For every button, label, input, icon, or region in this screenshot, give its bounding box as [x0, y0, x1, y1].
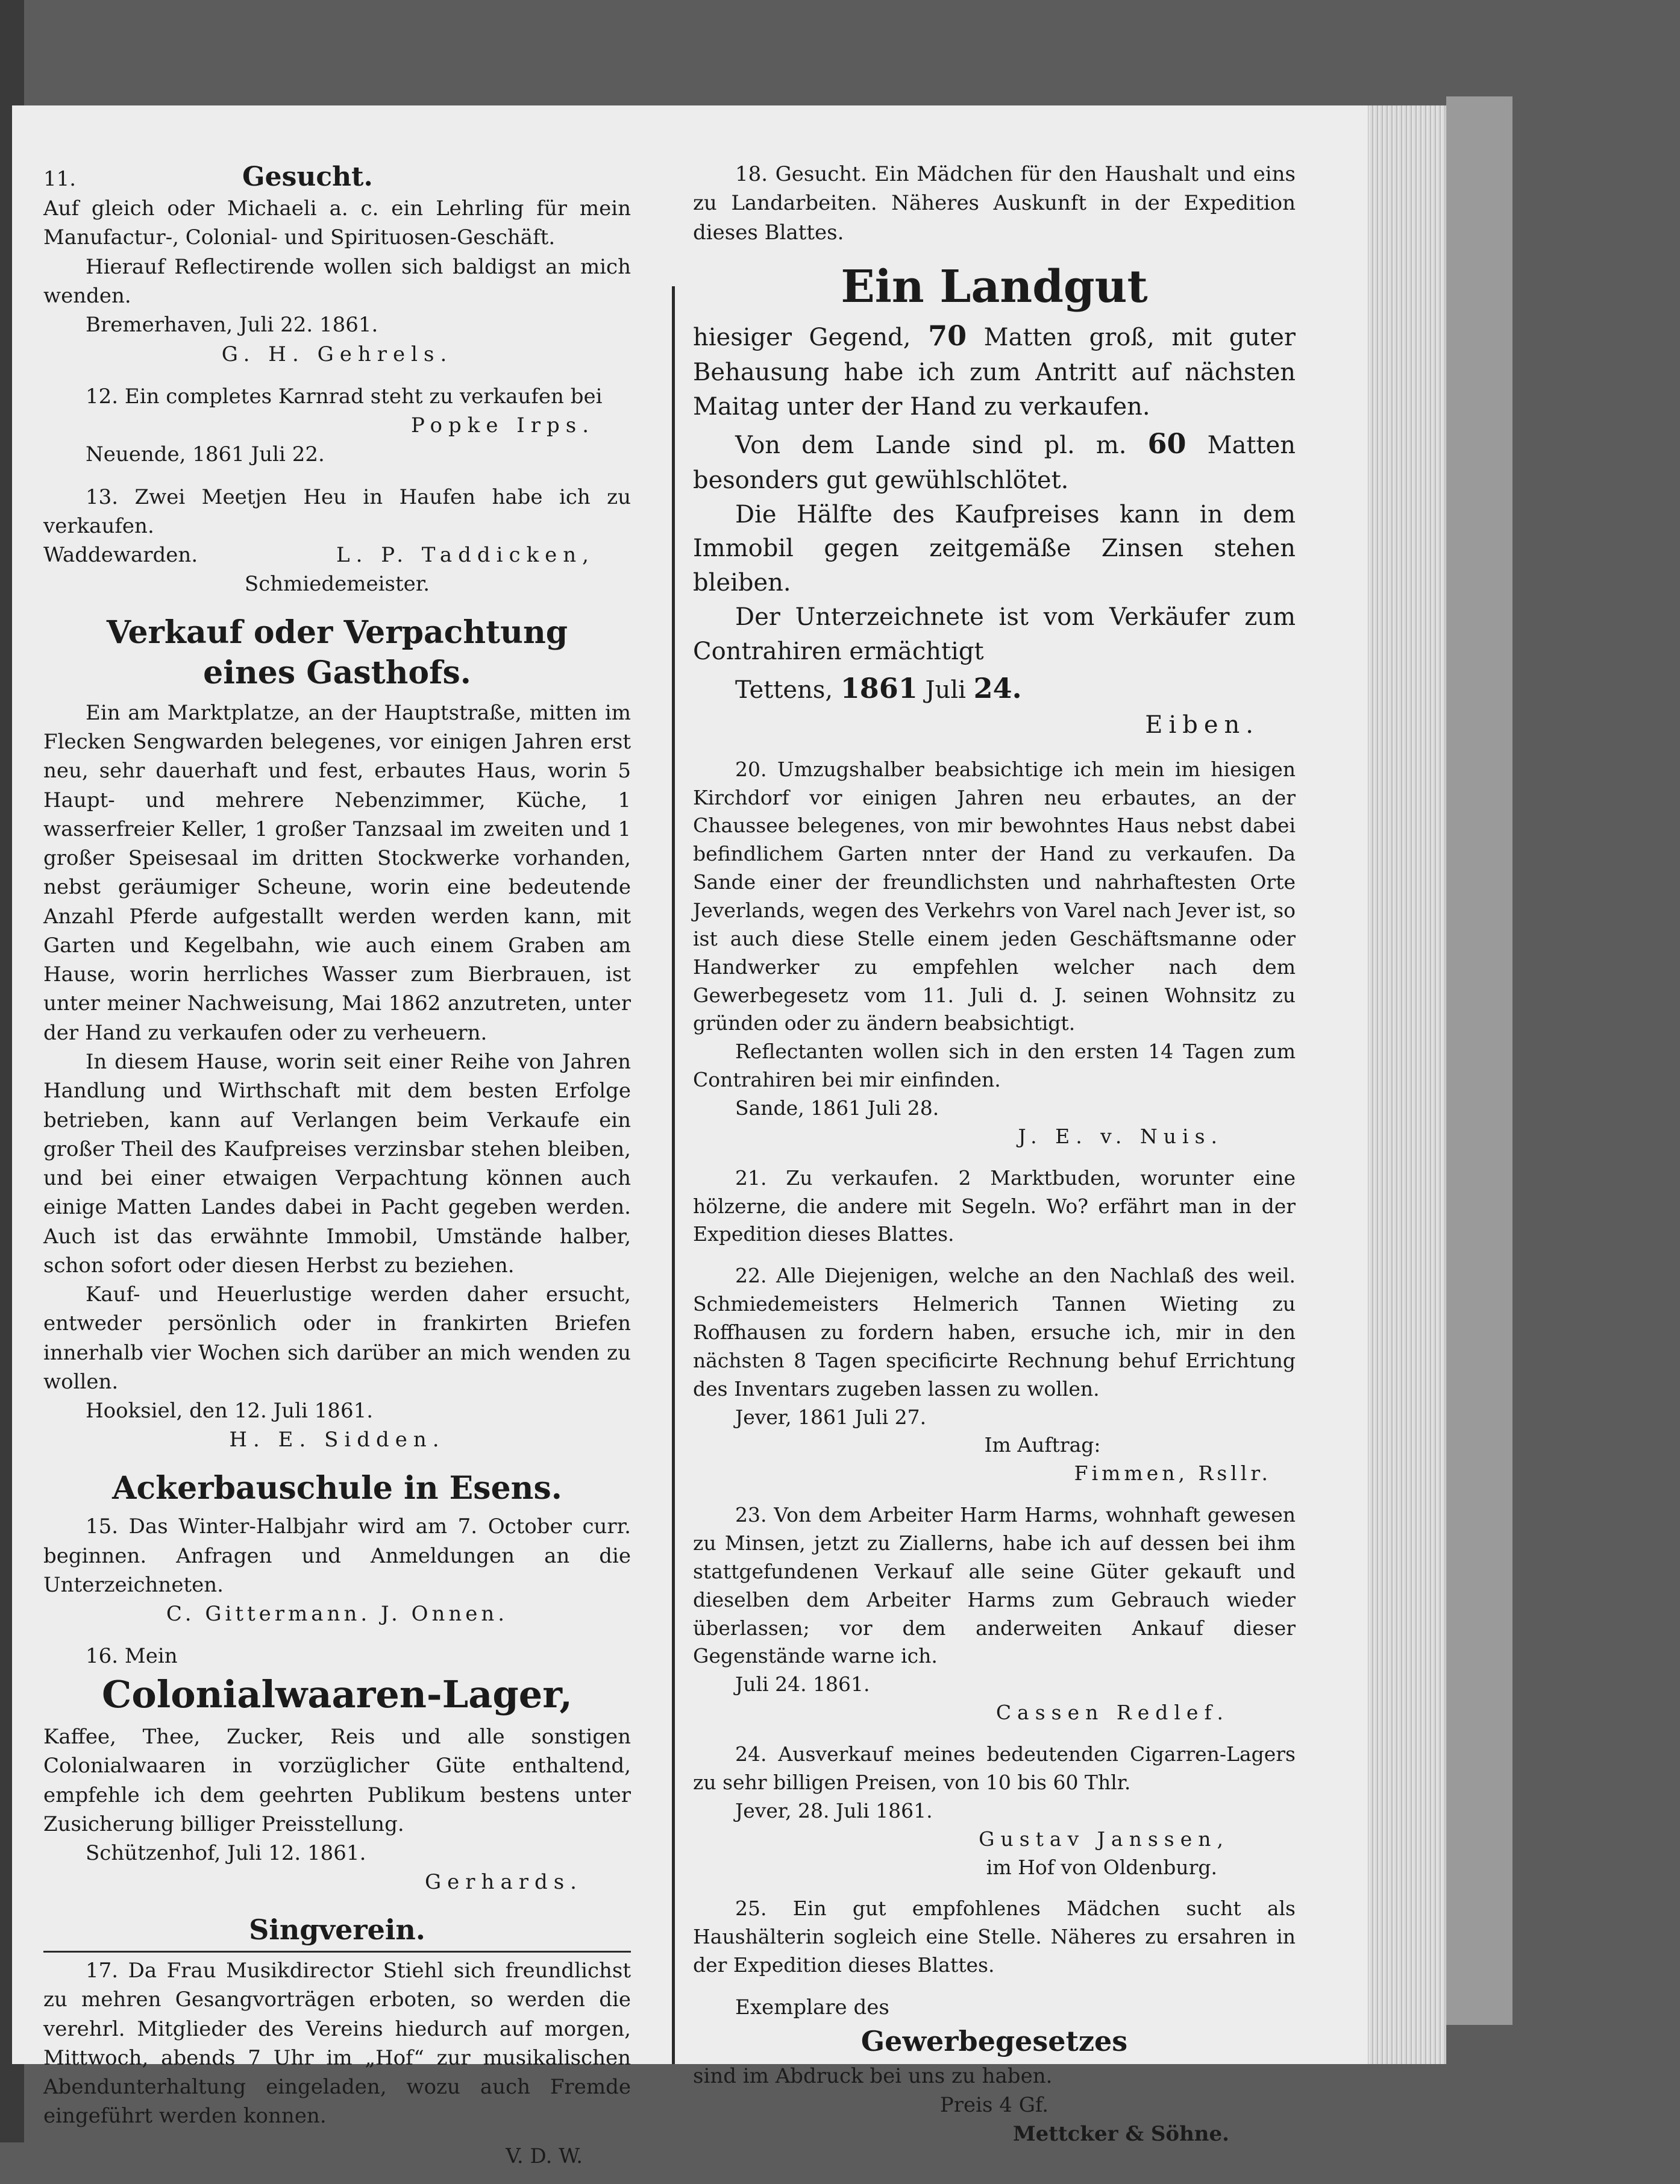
- ad-17: [43, 1910, 631, 2171]
- ad-signature: Fimmen, Rsllr.: [1074, 1461, 1271, 1486]
- ad-text: 12. Ein completes Karnrad steht zu verkaufen bei: [86, 384, 603, 409]
- ad-text: In diesem Hause, worin seit einer Reihe von Jahren Handlung und Wirthschaft mit dem besten Erfolge betrieben, kann auf Verlangen beim Verkaufe ein großer Theil des Kaufpreises verzinsbar stehen bleiben, und bei einer etwaigen Verpachtung können auch einige Matten Landes dabei in Pacht gegeben werden. Auch ist das erwähnte Immobil, Umstände halber, schon sofort oder diesen Herbst zu beziehen.: [43, 1050, 631, 1278]
- ad-place-date: Hooksiel, den 12. Juli 1861.: [86, 1399, 374, 1423]
- ad-signature: Gustav Janssen,: [979, 1827, 1229, 1851]
- ad-signature: C. Gittermann. J. Onnen.: [166, 1602, 509, 1627]
- ad-signature-address: im Hof von Oldenburg.: [986, 1855, 1217, 1879]
- ad-place-date: Jever, 28. Juli 1861.: [735, 1798, 933, 1822]
- ad-22: [693, 1262, 1296, 1488]
- book-cover-edge: [1446, 96, 1512, 2025]
- ad-place-date: Bremerhaven, Juli 22. 1861.: [86, 313, 378, 337]
- ad-price: Preis 4 Gf.: [939, 2092, 1049, 2117]
- divider: [43, 1951, 631, 1953]
- ad-signature: L. P. Taddicken,: [336, 543, 595, 568]
- ad-text: Die Hälfte des Kaufpreises kann in dem Immobil gegen zeitgemäße Zinsen stehen bleiben.: [693, 500, 1296, 597]
- ad-text: 22. Alle Diejenigen, welche an den Nachlaß des weil. Schmiedemeisters Helmerich Tannen Wieting zu Roffhausen zu fordern haben, ersuche ich, mir in den nächsten 8 Tagen specificirte Rechnung behuf Errichtung des Inventars zugeben lassen zu wollen.: [693, 1264, 1296, 1401]
- ad-subheading: eines Gasthofs.: [203, 654, 471, 692]
- ad-16: [43, 1642, 631, 1897]
- ad-heading: Singverein.: [249, 1913, 425, 1946]
- ad-text: Reflectanten wollen sich in den ersten 14 Tagen zum Contrahiren bei mir einfinden.: [693, 1040, 1296, 1092]
- ad-text-part: Von dem Lande sind pl. m.: [735, 431, 1127, 459]
- ad-heading: Ein Landgut: [841, 260, 1148, 313]
- ad-text-part: Juli: [925, 676, 966, 704]
- ad-text: Der Unterzeichnete ist vom Verkäufer zum Contrahiren ermächtigt: [693, 603, 1296, 665]
- ad-text: Kaffee, Thee, Zucker, Reis und alle sonstigen Colonialwaaren in vorzüglicher Güte enthaltend, empfehle ich dem geehrten Publikum bestens unter Zusicherung billiger Preisstellung.: [43, 1725, 631, 1836]
- ad-heading: Verkauf oder Verpachtung: [106, 613, 568, 651]
- ad-26: [693, 1993, 1296, 2148]
- ad-text: 21. Zu verkaufen. 2 Marktbuden, worunter eine hölzerne, die andere mit Segeln. Wo? erfährt man in der Expedition dieses Blattes.: [693, 1166, 1296, 1246]
- ad-text: 24. Ausverkauf meines bedeutenden Cigarren-Lagers zu sehr billigen Preisen, von 10 bis 60 Thlr.: [693, 1742, 1296, 1794]
- ad-signature: Popke Irps.: [411, 413, 595, 438]
- ad-19: [693, 260, 1296, 742]
- ad-23: [693, 1501, 1296, 1727]
- ad-place-date: Juli 24. 1861.: [735, 1672, 870, 1696]
- ad-text: Auf gleich oder Michaeli a. c. ein Lehrling für mein Manufactur-, Colonial- und Spirituosen-Geschäft.: [43, 196, 631, 250]
- ad-12: [43, 382, 631, 469]
- ad-signature-title: Schmiedemeister.: [244, 572, 430, 597]
- ad-signature: Mettcker & Söhne.: [1013, 2122, 1229, 2147]
- ad-day: 24.: [973, 671, 1022, 704]
- ad-15: [43, 1468, 631, 1629]
- ad-text: 23. Von dem Arbeiter Harm Harms, wohnhaft gewesen zu Minsen, jetzt zu Ziallerns, habe ich auf dessen bei ihm stattgefundenen Verkauf alle seine Güter gekauft und dieselben dem Arbeiter Harms zum Gebrauch wieder überlassen; vor dem anderweiten Ankauf dieser Gegenstände warne ich.: [693, 1503, 1296, 1668]
- ad-text-part: Tettens,: [735, 676, 833, 704]
- ad-signature: H. E. Sidden.: [229, 1428, 445, 1452]
- ad-18: [693, 160, 1296, 247]
- ad-text-part: hiesiger Gegend,: [693, 323, 911, 351]
- ad-21: [693, 1164, 1296, 1249]
- ad-14: [43, 612, 631, 1455]
- ad-text: Ein am Marktplatze, an der Hauptstraße, mitten im Flecken Sengwarden belegenes, vor einigen Jahren erst neu, sehr dauerhaft und fest, erbautes Haus, worin 5 Haupt- und mehrere Nebenzimmer, Küche, 1 wasserfreier Keller, 1 großer Tanzsaal im zweiten und 1 großer Speisesaal im dritten Stockwerke vorhanden, nebst geräumiger Scheune, worin eine bedeutende Anzahl Pferde aufgestallt werden werden kann, mit Garten und Kegelbahn, wie auch einem Graben am Hause, worin herrliches Wasser zum Bierbrauen, ist unter meiner Nachweisung, Mai 1862 anzutreten, unter der Hand zu verkaufen oder zu verheuern.: [43, 700, 631, 1045]
- ad-25: [693, 1895, 1296, 1980]
- ad-signature: Eiben.: [1145, 711, 1259, 739]
- ad-11: [43, 160, 631, 369]
- left-column: [43, 160, 631, 2184]
- ad-heading: Gewerbegesetzes: [860, 2025, 1128, 2058]
- ad-place-date: Schützenhof, Juli 12. 1861.: [86, 1841, 366, 1866]
- ad-text: 17. Da Frau Musikdirector Stiehl sich freundlichst zu mehren Gesangvorträgen erboten, so werden die verehrl. Mitglieder des Vereins hiedurch auf morgen, Mittwoch, abends 7 Uhr im „Hof“ zur musikalischen Abendunterhaltung eingeladen, wozu auch Fremde eingeführt werden konnen.: [43, 1959, 631, 2129]
- ad-text: 18. Gesucht. Ein Mädchen für den Haushalt und eins zu Landarbeiten. Näheres Auskunft in der Expedition dieses Blattes.: [693, 162, 1296, 245]
- ad-signature: Gerhards.: [425, 1870, 583, 1895]
- column-divider: [672, 286, 675, 2064]
- ad-signature: J. E. v. Nuis.: [1018, 1124, 1223, 1148]
- ad-text: 20. Umzugshalber beabsichtige ich mein im hiesigen Kirchdorf vor einigen Jahren neu erbautes, an der Chaussee belegenes, von mir bewohntes Haus nebst dabei befindlichem Garten nnter der Hand zu verkaufen. Da Sande einer der freundlichsten und nahrhaftesten Orte Jeverlands, wegen des Verkehrs von Varel nach Jever ist, so ist auch diese Stelle einem jeden Geschäftsmanne oder Handwerker zu empfehlen welcher nach dem Gewerbegesetz vom 11. Juli d. J. seinen Wohnsitz zu gründen oder zu ändern beabsichtigt.: [693, 757, 1296, 1035]
- ad-24: [693, 1740, 1296, 1881]
- ad-lead: 16. Mein: [86, 1644, 178, 1669]
- ad-text-part: Matten besonders gut gewühlschlötet.: [693, 431, 1296, 494]
- ad-year: 1861: [840, 671, 918, 704]
- ad-heading: Colonialwaaren-Lager,: [102, 1672, 572, 1716]
- ad-text: sind im Abdruck bei uns zu haben.: [693, 2063, 1053, 2088]
- ad-number-highlight: 60: [1147, 427, 1186, 460]
- ad-lead: Exemplare des: [735, 1995, 889, 2019]
- ad-13: [43, 483, 631, 599]
- ad-text: 13. Zwei Meetjen Heu in Haufen habe ich zu verkaufen.: [43, 485, 631, 538]
- ad-number-highlight: 70: [928, 319, 967, 352]
- ad-place: Waddewarden.: [43, 543, 198, 568]
- ad-text: 15. Das Winter-Halbjahr wird am 7. October curr. beginnen. Anfragen und Anmeldungen an die Unterzeichneten.: [43, 1514, 631, 1597]
- ad-heading: Gesucht.: [242, 162, 373, 192]
- ad-text-part: Matten groß, mit guter Behausung habe ich zum Antritt auf nächsten Maitag unter der Hand zu verkaufen.: [693, 323, 1296, 421]
- right-column: [693, 160, 1296, 2162]
- ad-signature-label: Im Auftrag:: [984, 1433, 1101, 1457]
- ad-text: Hierauf Reflectirende wollen sich baldigst an mich wenden.: [43, 254, 631, 308]
- ad-signature: G. H. Gehrels.: [221, 342, 453, 366]
- ad-text: 25. Ein gut empfohlenes Mädchen sucht als Haushälterin sogleich eine Stelle. Näheres zu ersahren in der Expedition dieses Blattes.: [693, 1897, 1296, 1977]
- ad-20: [693, 756, 1296, 1151]
- ad-place-date: Sande, 1861 Juli 28.: [735, 1096, 939, 1120]
- ad-signature: V. D. W.: [506, 2144, 583, 2168]
- ad-number: 11.: [43, 167, 77, 191]
- ad-signature: Cassen Redlef.: [995, 1701, 1229, 1725]
- ad-heading: Ackerbauschule in Esens.: [112, 1469, 562, 1507]
- page-stack-edge: [1356, 105, 1446, 2064]
- ad-place-date: Jever, 1861 Juli 27.: [735, 1405, 927, 1429]
- ad-place-date: Neuende, 1861 Juli 22.: [86, 442, 325, 467]
- ad-text: [693, 316, 1296, 424]
- ad-place-date: [693, 669, 1296, 708]
- ad-text: Kauf- und Heuerlustige werden daher ersucht, entweder persönlich oder in frankirten Briefen innerhalb vier Wochen sich darüber an mich wenden zu wollen.: [43, 1282, 631, 1394]
- ad-text: [693, 424, 1296, 498]
